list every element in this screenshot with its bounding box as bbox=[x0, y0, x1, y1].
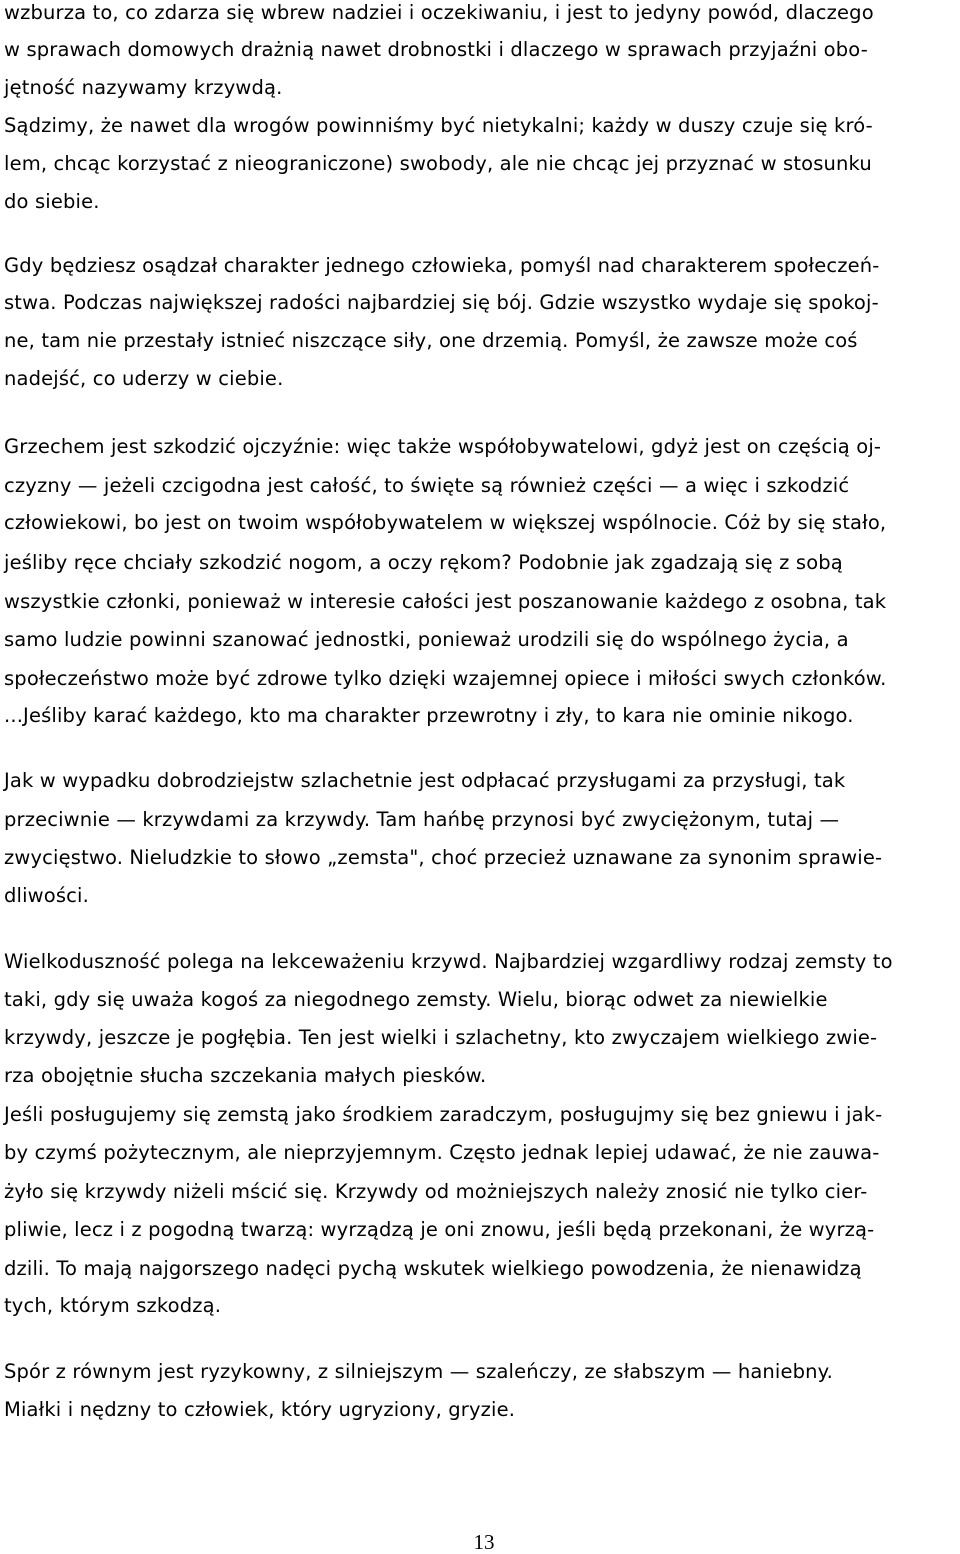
text-line: dzili. To mają najgorszego nadęci pychą wskutek wielkiego powodzenia, że nienawidzą bbox=[4, 1257, 862, 1280]
text-line: Grzechem jest szkodzić ojczyźnie: więc także współobywatelowi, gdyż jest on częścią oj- bbox=[4, 435, 882, 458]
text-line: Miałki i nędzny to człowiek, który ugryziony, gryzie. bbox=[4, 1398, 516, 1421]
text-line: wzburza to, co zdarza się wbrew nadziei i oczekiwaniu, i jest to jedyny powód, dlaczego bbox=[4, 1, 874, 24]
text-line: do siebie. bbox=[4, 190, 100, 213]
text-line: Jeśli posługujemy się zemstą jako środkiem zaradczym, posługujmy się bez gniewu i jak- bbox=[4, 1103, 883, 1126]
text-line: dliwości. bbox=[4, 884, 89, 907]
text-line: człowiekowi, bo jest on twoim współobywatelem w większej wspólnocie. Cóż by się stało, bbox=[4, 511, 887, 534]
text-line: ...Jeśliby karać każdego, kto ma charakter przewrotny i zły, to kara nie ominie nikogo. bbox=[4, 704, 854, 727]
text-line: Wielkoduszność polega na lekceważeniu krzywd. Najbardziej wzgardliwy rodzaj zemsty to bbox=[4, 950, 893, 973]
text-line: Spór z równym jest ryzykowny, z silniejszym — szaleńczy, ze słabszym — haniebny. bbox=[4, 1360, 833, 1383]
text-line: rza obojętnie słucha szczekania małych piesków. bbox=[4, 1064, 487, 1087]
text-line: Jak w wypadku dobrodziejstw szlachetnie jest odpłacać przysługami za przysługi, tak bbox=[4, 769, 846, 792]
text-line: społeczeństwo może być zdrowe tylko dzięki wzajemnej opiece i miłości swych członków. bbox=[4, 667, 887, 690]
text-line: nadejść, co uderzy w ciebie. bbox=[4, 367, 284, 390]
text-line: zwycięstwo. Nieludzkie to słowo „zemsta", choć przecież uznawane za synonim sprawie- bbox=[4, 846, 883, 869]
text-line: w sprawach domowych drażnią nawet drobnostki i dlaczego w sprawach przyjaźni obo- bbox=[4, 38, 868, 61]
text-line: krzywdy, jeszcze je pogłębia. Ten jest wielki i szlachetny, kto zwyczajem wielkiego zwie- bbox=[4, 1026, 878, 1049]
text-line: czyzny — jeżeli czcigodna jest całość, to święte są również części — a więc i szkodzić bbox=[4, 474, 850, 497]
text-line: pliwie, lecz i z pogodną twarzą: wyrządzą je oni znowu, jeśli będą przekonani, że wyrzą- bbox=[4, 1218, 875, 1241]
text-line: przeciwnie — krzywdami za krzywdy. Tam hańbę przynosi być zwyciężonym, tutaj — bbox=[4, 808, 840, 831]
text-line: stwa. Podczas największej radości najbardziej się bój. Gdzie wszystko wydaje się spokoj- bbox=[4, 291, 879, 314]
page-number: 13 bbox=[473, 1530, 495, 1554]
text-line: Sądzimy, że nawet dla wrogów powinniśmy być nietykalni; każdy w duszy czuje się kró- bbox=[4, 114, 873, 137]
text-line: ne, tam nie przestały istnieć niszczące siły, one drzemią. Pomyśl, że zawsze może coś bbox=[4, 329, 858, 352]
text-line: Gdy będziesz osądzał charakter jednego człowieka, pomyśl nad charakterem społeczeń- bbox=[4, 254, 880, 277]
text-line: samo ludzie powinni szanować jednostki, ponieważ urodzili się do wspólnego życia, a bbox=[4, 628, 849, 651]
text-line: jętność nazywamy krzywdą. bbox=[4, 76, 283, 99]
text-line: by czymś pożytecznym, ale nieprzyjemnym. Często jednak lepiej udawać, że nie zauwa- bbox=[4, 1141, 880, 1164]
text-line: żyło się krzywdy niżeli mścić się. Krzywdy od możniejszych należy znosić nie tylko cier- bbox=[4, 1180, 868, 1203]
text-line: lem, chcąc korzystać z nieograniczone) swobody, ale nie chcąc jej przyznać w stosunku bbox=[4, 152, 872, 175]
text-line: tych, którym szkodzą. bbox=[4, 1294, 222, 1317]
text-line: jeśliby ręce chciały szkodzić nogom, a oczy rękom? Podobnie jak zgadzają się z sobą bbox=[4, 551, 843, 574]
text-line: taki, gdy się uważa kogoś za niegodnego zemsty. Wielu, biorąc odwet za niewielkie bbox=[4, 988, 828, 1011]
text-line: wszystkie członki, ponieważ w interesie całości jest poszanowanie każdego z osobna, tak bbox=[4, 590, 887, 613]
